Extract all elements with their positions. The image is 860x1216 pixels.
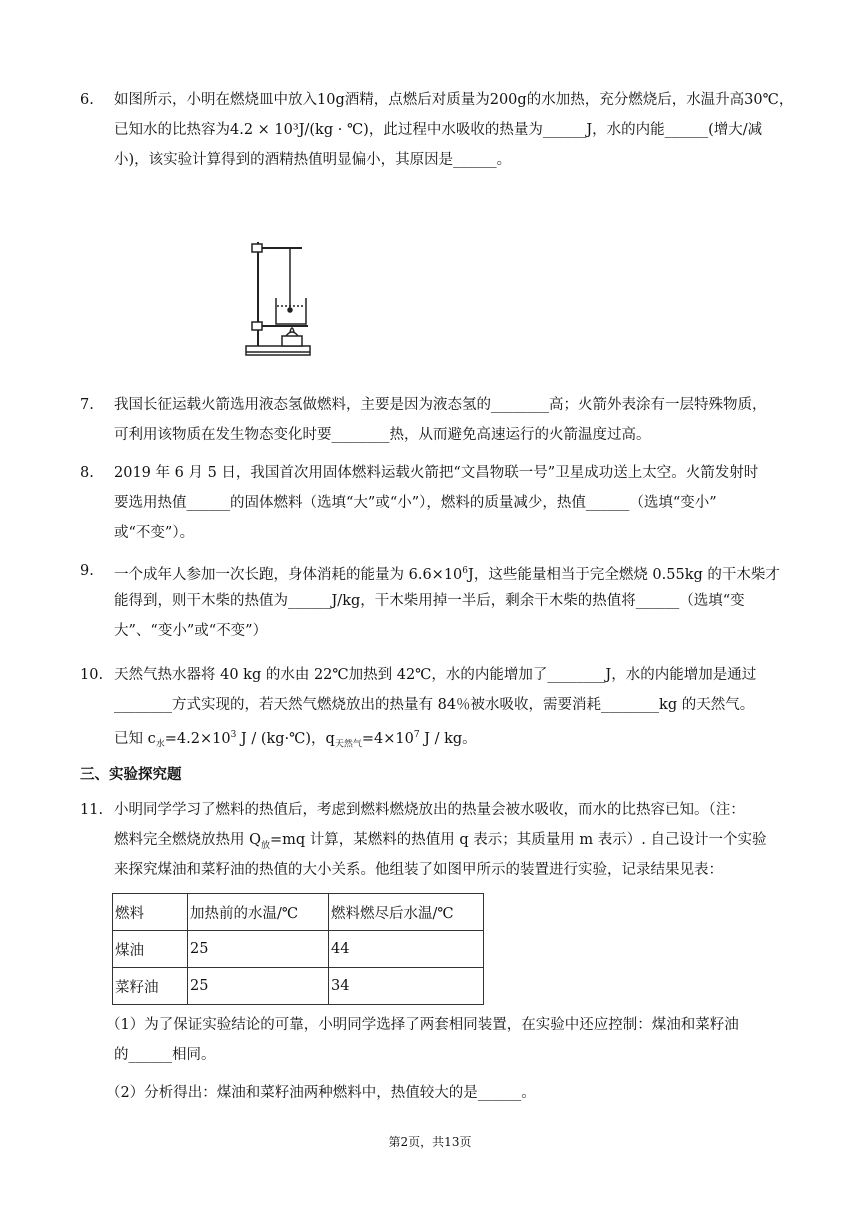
question-text-line: 天然气热水器将 40 kg 的水由 22℃加热到 42℃，水的内能增加了________J，水的内能增加是通过 (114, 667, 757, 683)
question-number: 11. (80, 802, 104, 818)
table-row (113, 931, 484, 968)
table-header-row (113, 894, 484, 931)
question-11 (80, 795, 810, 885)
table-header-cell: 燃料燃尽后水温/℃ (329, 894, 484, 931)
apparatus-figure (240, 228, 320, 360)
subscript: 放 (261, 840, 271, 851)
question-text-line: ________方式实现的，若天然气燃烧放出的热量有 84％被水吸收，需要消耗________kg 的天然气。 (114, 697, 755, 713)
table-cell: 菜籽油 (113, 968, 188, 1005)
text-segment: =4.2×10 (164, 730, 231, 747)
text-segment: 燃料完全燃烧放热用 Q (114, 832, 261, 848)
question-8 (80, 458, 810, 548)
question-text-line: 小明同学学习了燃料的热值后，考虑到燃料燃烧放出的热量会被水吸收，而水的比热容已知。（注： (114, 802, 745, 818)
section-heading: 三、实验探究题 (80, 767, 182, 783)
text-segment: J，这些能量相当于完全燃烧 0.55kg 的干木柴才 (468, 566, 780, 583)
question-text-line: 的______相同。 (114, 1047, 216, 1063)
question-text-line: 2019 年 6 月 5 日，我国首次用固体燃料运载火箭把“文昌物联一号”卫星成功送上太空。火箭发射时 (114, 465, 759, 481)
question-number: 9. (80, 563, 94, 579)
subscript: 天然气 (334, 739, 362, 750)
superscript: 3 (230, 730, 237, 740)
table-row (113, 968, 484, 1005)
question-text-line: 我国长征运载火箭选用液态氢做燃料，主要是因为液态氢的________高；火箭外表涂有一层特殊物质， (114, 397, 767, 413)
table-header-cell: 加热前的水温/℃ (188, 894, 329, 931)
question-7 (80, 390, 810, 450)
table-cell: 34 (329, 968, 484, 1005)
question-text-line: 或“不变”）。 (114, 525, 195, 541)
text-segment: 已知 c (114, 730, 156, 747)
table-header-cell: 燃料 (113, 894, 188, 931)
text-segment: J / (kg·℃)，q (236, 730, 335, 747)
text-segment: =4×10 (361, 730, 414, 747)
question-text-line: 小)，该实验计算得到的酒精热值明显偏小，其原因是______。 (114, 152, 512, 168)
superscript: 7 (413, 730, 420, 740)
text-segment: J / kg。 (419, 730, 477, 747)
question-number: 6. (80, 92, 94, 108)
question-text-line: 能得到，则干木柴的热值为______J/kg，干木柴用掉一半后，剩余干木柴的热值将______（选填“变 (114, 593, 745, 609)
question-10 (80, 660, 810, 750)
subquestion-2 (106, 1078, 816, 1108)
question-number: 10. (80, 667, 104, 683)
text-segment: 一个成年人参加一次长跑，身体消耗的能量为 6.6×10 (114, 566, 463, 583)
question-text-line: 如图所示，小明在燃烧皿中放入10g酒精，点燃后对质量为200g的水加热，充分燃烧后，水温升高30℃， (114, 92, 794, 108)
page-footer: 第2页，共13页 (388, 1135, 472, 1149)
subscript: 水 (155, 739, 165, 750)
question-text-line: 可利用该物质在发生物态变化时要________热，从而避免高速运行的火箭温度过高。 (114, 427, 651, 443)
question-number: 8. (80, 465, 94, 481)
table-cell: 25 (188, 968, 329, 1005)
question-6 (80, 85, 810, 175)
results-table (112, 893, 484, 1005)
subquestion-1 (106, 1010, 816, 1070)
question-text-line: 大”、“变小”或“不变”） (114, 623, 268, 639)
question-text-line: 要选用热值______的固体燃料（选填“大”或“小”），燃料的质量减少，热值______（选填“变小” (114, 495, 717, 511)
question-text-line: 已知水的比热容为4.2 × 10³J/(kg · ℃)，此过程中水吸收的热量为______J，水的内能______(增大/减 (114, 122, 763, 138)
question-text-line (114, 825, 810, 855)
table-cell: 44 (329, 931, 484, 968)
question-text-line (114, 720, 810, 750)
table-cell: 煤油 (113, 931, 188, 968)
text-segment: =mq 计算，某燃料的热值用 q 表示；其质量用 m 表示）. 自己设计一个实验 (270, 832, 767, 848)
table-cell: 25 (188, 931, 329, 968)
question-text-line: 来探究煤油和菜籽油的热值的大小关系。他组装了如图甲所示的装置进行实验，记录结果见表： (114, 862, 723, 878)
superscript: 6 (462, 566, 469, 576)
question-9 (80, 556, 810, 646)
question-text-line (114, 556, 810, 586)
question-number: 7. (80, 397, 94, 413)
question-text-line: （1）为了保证实验结论的可靠，小明同学选择了两套相同装置，在实验中还应控制：煤油和菜籽油 (106, 1017, 739, 1033)
question-text-line: （2）分析得出：煤油和菜籽油两种燃料中，热值较大的是______。 (106, 1085, 536, 1101)
